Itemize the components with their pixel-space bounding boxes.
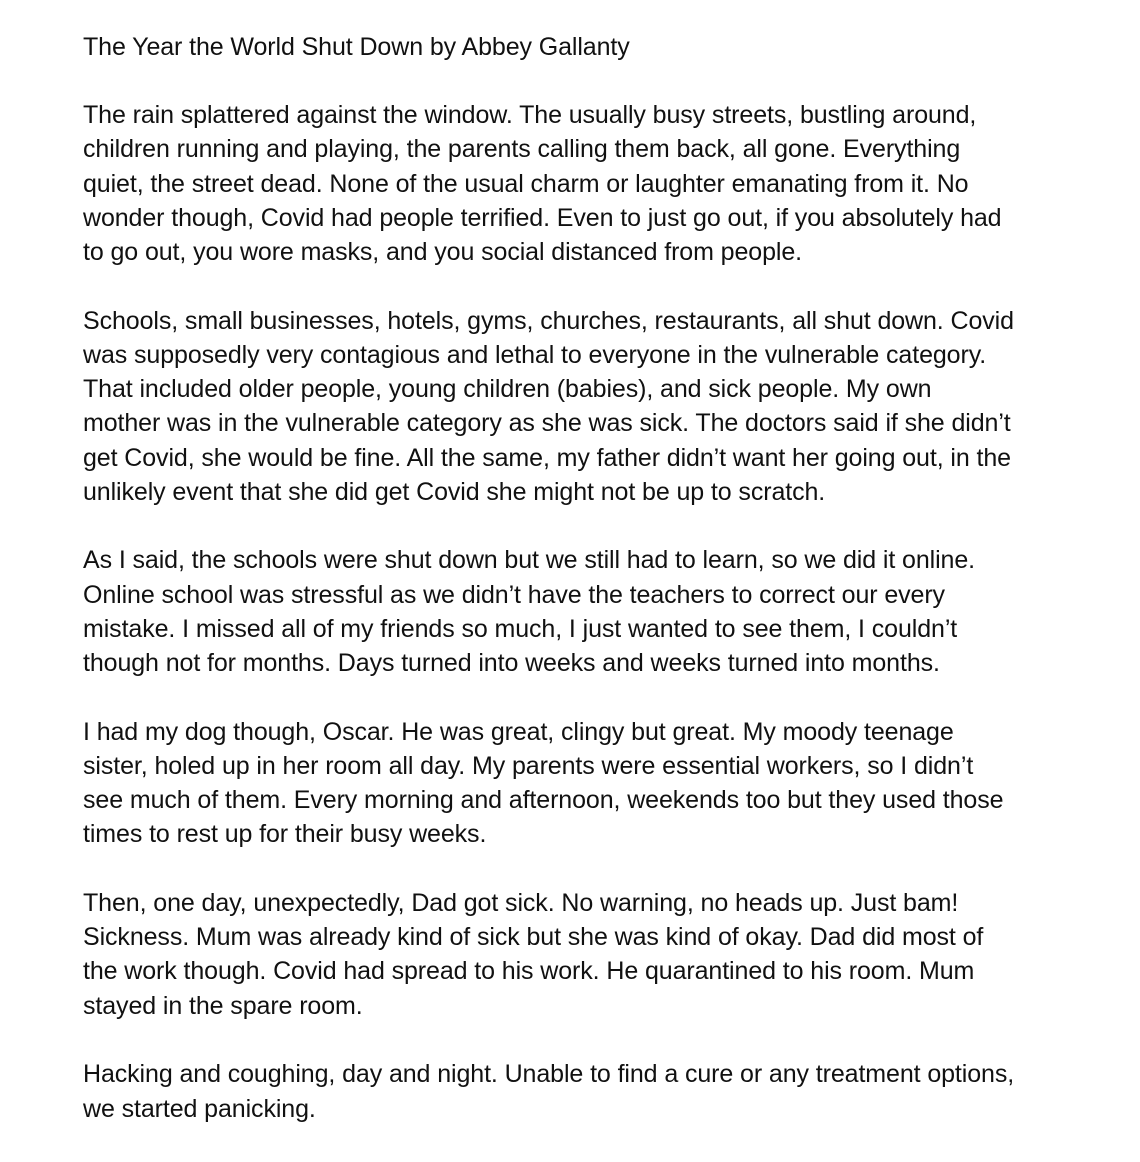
text-line: mistake. I missed all of my friends so much, I just wanted to see them, I couldn’t (83, 614, 958, 643)
paragraph (83, 543, 1073, 680)
text-line: to go out, you wore masks, and you social distanced from people. (83, 238, 803, 267)
text-line: Sickness. Mum was already kind of sick but she was kind of okay. Dad did most of (83, 923, 984, 952)
text-line: unlikely event that she did get Covid she might not be up to scratch. (83, 477, 826, 506)
text-line: was supposedly very contagious and lethal to everyone in the vulnerable category. (83, 340, 987, 369)
text-line: we started panicking. (83, 1094, 316, 1123)
text-line: mother was in the vulnerable category as she was sick. The doctors said if she didn’t (83, 409, 1011, 438)
text-line: though not for months. Days turned into weeks and weeks turned into months. (83, 649, 940, 678)
text-line: That included older people, young children (babies), and sick people. My own (83, 375, 932, 404)
text-line: Online school was stressful as we didn’t have the teachers to correct our every (83, 580, 945, 609)
text-line: quiet, the street dead. None of the usual charm or laughter emanating from it. No (83, 169, 969, 198)
document-page (83, 30, 1073, 1160)
text-line: I had my dog though, Oscar. He was great, clingy but great. My moody teenage (83, 717, 954, 746)
paragraph (83, 304, 1073, 509)
text-line: wonder though, Covid had people terrified. Even to just go out, if you absolutely had (83, 203, 1002, 232)
text-line: Hacking and coughing, day and night. Unable to find a cure or any treatment options, (83, 1060, 1015, 1089)
paragraph (83, 886, 1073, 1023)
text-line: As I said, the schools were shut down but we still had to learn, so we did it online. (83, 546, 975, 575)
text-line: see much of them. Every morning and afternoon, weekends too but they used those (83, 786, 1004, 815)
paragraph (83, 715, 1073, 852)
text-line: times to rest up for their busy weeks. (83, 820, 487, 849)
document-body (83, 98, 1073, 1126)
text-line: The rain splattered against the window. The usually busy streets, bustling around, (83, 101, 977, 130)
text-line: stayed in the spare room. (83, 991, 363, 1020)
text-line: Schools, small businesses, hotels, gyms, churches, restaurants, all shut down. Covid (83, 306, 1014, 335)
text-line: the work though. Covid had spread to his work. He quarantined to his room. Mum (83, 957, 975, 986)
text-line: children running and playing, the parents calling them back, all gone. Everything (83, 135, 961, 164)
text-line: sister, holed up in her room all day. My parents were essential workers, so I didn’t (83, 751, 974, 780)
paragraph (83, 98, 1073, 269)
text-line: get Covid, she would be fine. All the same, my father didn’t want her going out, in the (83, 443, 1011, 472)
document-title: The Year the World Shut Down by Abbey Gallanty (83, 33, 630, 61)
paragraph (83, 1057, 1073, 1125)
text-line: Then, one day, unexpectedly, Dad got sick. No warning, no heads up. Just bam! (83, 889, 959, 918)
